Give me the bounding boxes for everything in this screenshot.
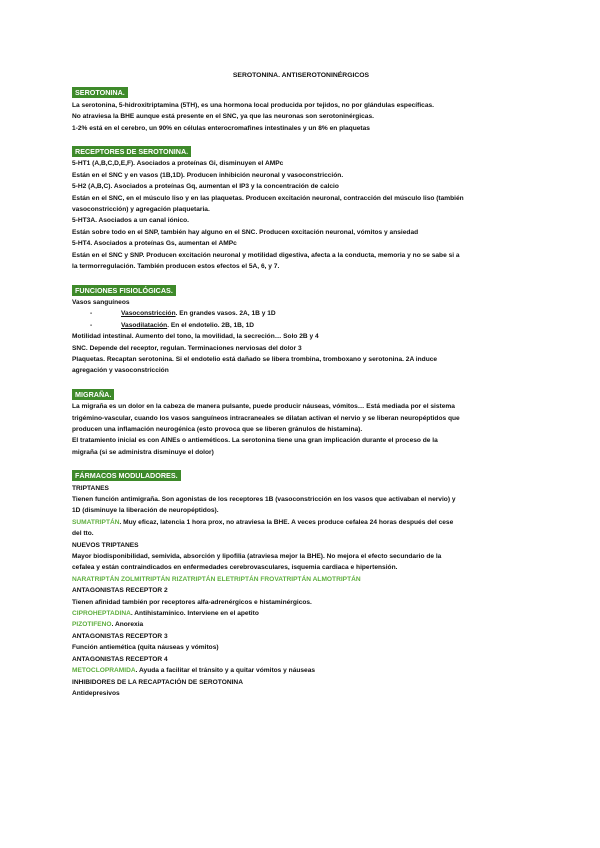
- section-migrana: [72, 389, 530, 458]
- paragraph-line: 1D (disminuye la liberación de neuropéptidos).: [72, 507, 219, 515]
- paragraph-line: Están sobre todo en el SNP, también hay alguno en el SNC. Producen excitación neuronal, vómitos y ansiedad: [72, 228, 419, 236]
- paragraph-line: 5-HT1 (A,B,C,D,E,F). Asociados a proteínas Gi, disminuyen el AMPc: [72, 160, 284, 168]
- paragraph-line: La migraña es un dolor en la cabeza de manera pulsante, puede producir náuseas, vómitos… Está mediada por el sistema: [72, 403, 455, 411]
- paragraph-line: Motilidad intestinal. Aumento del tono, la movilidad, la secreción… Solo 2B y 4: [72, 333, 319, 341]
- list-bullet: -: [90, 310, 93, 318]
- document-page: [72, 70, 530, 699]
- paragraph-line: [72, 665, 530, 676]
- list-item-text: . En el endotelio. 2B, 1B, 1D: [167, 321, 255, 329]
- paragraph-line: 5-HT4. Asociados a proteínas Gs, aumentan el AMPc: [72, 240, 237, 248]
- paragraph-line: Tienen función antimigraña. Son agonistas de los receptores 1B (vasoconstricción en los vasos que activaban el nervio) y: [72, 496, 456, 503]
- drug-name: SUMATRIPTÁN: [72, 518, 120, 526]
- paragraph-line: Mayor biodisponibilidad, semivida, absorción y lipofilia (atraviesa mejor la BHE). No mejora el efecto secundario de la: [72, 553, 442, 561]
- paragraph-line: Tienen afinidad también por receptores alfa-adrenérgicos e histaminérgicos.: [72, 598, 312, 606]
- subheading-antagonistas-4: ANTAGONISTAS RECEPTOR 4: [72, 655, 168, 663]
- drug-list: NARATRIPTÁN ZOLMITRIPTÁN RIZATRIPTÁN ELETRIPTÁN FROVATRIPTÁN ALMOTRIPTÁN: [72, 575, 361, 583]
- paragraph-line: Función antiemética (quita náuseas y vómitos): [72, 644, 219, 652]
- subheading-triptanes: TRIPTANES: [72, 484, 109, 492]
- subheading-antagonistas-3: ANTAGONISTAS RECEPTOR 3: [72, 632, 168, 640]
- section-heading: FÁRMACOS MODULADORES.: [72, 470, 181, 481]
- drug-description: . Muy eficaz, latencia 1 hora prox, no atraviesa la BHE. A veces produce cefalea 24 horas después del cese: [119, 518, 454, 526]
- paragraph-line: SNC. Depende del receptor, regulan. Terminaciones nerviosas del dolor 3: [72, 344, 302, 352]
- drug-description: . Anorexia: [111, 621, 144, 629]
- paragraph-line: El tratamiento inicial es con AINEs o antieméticos. La serotonina tiene una gran implicación durante el proceso de la: [72, 437, 438, 445]
- drug-name: CIPROHEPTADINA: [72, 610, 131, 618]
- term-vasoconstriccion: Vasoconstricción: [121, 310, 176, 318]
- paragraph-line: 5-HT3A. Asociados a un canal iónico.: [72, 217, 190, 225]
- paragraph-line: migraña (si se administra disminuye el dolor): [72, 448, 214, 456]
- subheading-nuevos-triptanes: NUEVOS TRIPTANES: [72, 541, 139, 549]
- paragraph-line: 5-H2 (A,B,C). Asociados a proteínas Gq, aumentan el IP3 y la concentración de calcio: [72, 183, 339, 191]
- section-heading: RECEPTORES DE SEROTONINA.: [72, 146, 191, 157]
- section-funciones: [72, 285, 530, 377]
- paragraph-line: Plaquetas. Recaptan serotonina. Si el endotelio está dañado se libera trombina, tromboxano y serotonina. 2A induce: [72, 355, 438, 363]
- section-heading: SEROTONINA.: [72, 87, 128, 98]
- section-receptores: [72, 146, 530, 272]
- page-title: SEROTONINA. ANTISEROTONINÉRGICOS: [232, 72, 370, 79]
- term-vasodilatacion: Vasodilatación: [121, 321, 168, 329]
- paragraph-line: Antidepresivos: [72, 689, 120, 697]
- paragraph-line: La serotonina, 5-hidroxitriptamina (5TH), es una hormona local producida por tejidos, no por glándulas específicas.: [72, 101, 434, 109]
- drug-description: . Antihistamínico. Interviene en el apetito: [130, 610, 259, 618]
- list-item: [72, 320, 530, 331]
- paragraph-line: [72, 608, 530, 619]
- paragraph-line: cefalea y están contraindicados en enfermedades cerebrovasculares, isquemia cardiaca e hipertensión.: [72, 564, 398, 572]
- section-farmacos: [72, 470, 530, 699]
- subheading-inhibidores: INHIBIDORES DE LA RECAPTACIÓN DE SEROTONINA: [72, 678, 243, 686]
- drug-name: PIZOTIFENO: [72, 621, 112, 629]
- paragraph-line: trigémino-vascular, cuando los vasos sanguíneos intracraneales se dilatan activan el nervio y se liberan neuropéptidos que: [72, 414, 460, 422]
- paragraph-line: Vasos sanguíneos: [72, 298, 130, 306]
- paragraph-line: [72, 619, 530, 630]
- section-heading: MIGRAÑA.: [72, 389, 114, 400]
- paragraph-line: No atraviesa la BHE aunque está presente en el SNC, ya que las neuronas son serotoninérgicas.: [72, 113, 374, 121]
- paragraph-line: agregación y vasoconstricción: [72, 367, 169, 375]
- list-item: [72, 308, 530, 319]
- paragraph-line: Están en el SNC y SNP. Producen excitación neuronal y motilidad digestiva, afecta a la conducta, memoria y no se sabe si a: [72, 251, 460, 259]
- section-serotonina: [72, 87, 530, 134]
- paragraph-line: Están en el SNC, en el músculo liso y en las plaquetas. Producen excitación neuronal, contracción del músculo liso (también: [72, 194, 464, 202]
- section-heading: FUNCIONES FISIOLÓGICAS.: [72, 285, 176, 296]
- drug-name: METOCLOPRAMIDA: [72, 667, 136, 675]
- paragraph-line: del tto.: [72, 530, 94, 538]
- paragraph-line: producen una inflamación neurogénica (esto provoca que se liberen gránulos de histamina).: [72, 425, 363, 433]
- paragraph-line: vasoconstricción) y agregación plaquetaria.: [72, 206, 210, 214]
- paragraph-line: [72, 517, 530, 528]
- paragraph-line: 1-2% está en el cerebro, un 90% en células enterocromafines intestinales y un 8% en plaquetas: [72, 124, 370, 132]
- list-bullet: -: [90, 321, 93, 329]
- paragraph-line: la termorregulación. También producen estos efectos el 5A, 6, y 7.: [72, 263, 280, 271]
- drug-description: . Ayuda a facilitar el tránsito y a quitar vómitos y náuseas: [135, 667, 316, 675]
- subheading-antagonistas-2: ANTAGONISTAS RECEPTOR 2: [72, 587, 168, 595]
- paragraph-line: Están en el SNC y en vasos (1B,1D). Producen inhibición neuronal y vasoconstricción.: [72, 171, 344, 179]
- list-item-text: . En grandes vasos. 2A, 1B y 1D: [175, 310, 276, 318]
